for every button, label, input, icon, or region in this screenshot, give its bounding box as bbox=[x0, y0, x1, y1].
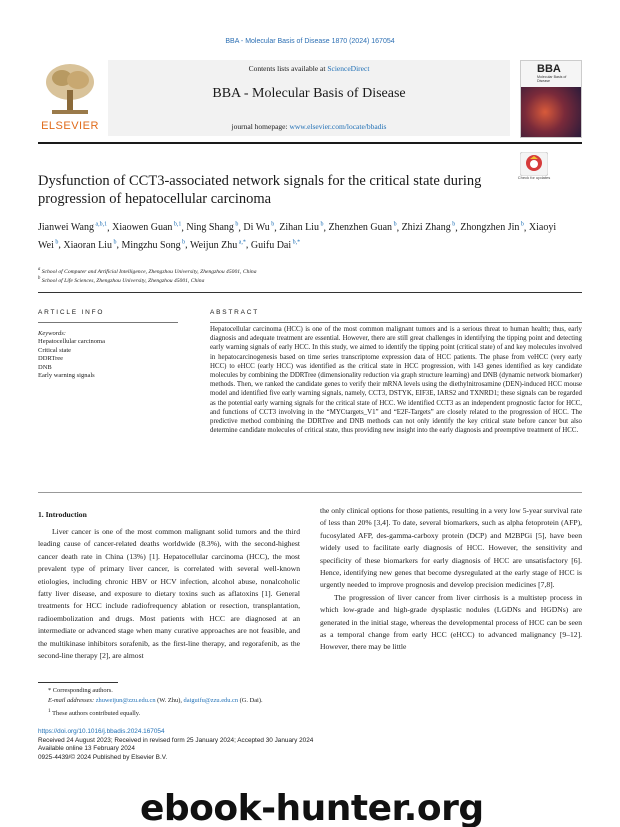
author-name-text: Di Wu bbox=[243, 222, 270, 234]
body-column-left bbox=[38, 510, 300, 662]
affiliation-mark: a bbox=[38, 267, 41, 272]
author-affiliation-mark: b bbox=[233, 222, 239, 228]
affiliation-mark: b bbox=[38, 276, 41, 281]
author-name-text: Jianwei Wang bbox=[38, 222, 94, 234]
keyword-item: Hepatocellular carcinoma bbox=[38, 338, 105, 346]
author-name[interactable] bbox=[121, 240, 185, 251]
author-affiliation-mark: b bbox=[269, 222, 275, 228]
email-owner-dai: (G. Dai). bbox=[239, 697, 263, 704]
author-name-text: Zhongzhen Jin bbox=[460, 222, 520, 234]
affiliation-b bbox=[38, 276, 204, 284]
homepage-line bbox=[108, 122, 510, 131]
author-affiliation-mark: b bbox=[180, 239, 186, 246]
copyright: 0925-4439/© 2024 Published by Elsevier B.V. bbox=[38, 753, 168, 761]
footnotes bbox=[38, 686, 338, 719]
article-info-heading: ARTICLE INFO bbox=[38, 309, 105, 316]
email-link-dai[interactable]: daiguifu@zzu.edu.cn bbox=[183, 697, 239, 704]
watermark: ebook-hunter.org bbox=[140, 788, 484, 827]
online-date: Available online 13 February 2024 bbox=[38, 745, 135, 753]
author-name[interactable] bbox=[63, 240, 116, 251]
introduction-paragraph: The progression of liver cancer from liver cirrhosis is a multistep process in which low-grade and high-grade dysplastic nodules (LGDNs and HGDNs) are generated in the initial stage, whereas the developmental process of HCC can be seen as a temporal change from early HCC (eHCC) to advanced malignancy [9–12]. However, there may be little bbox=[320, 592, 582, 652]
author-name-text: Zhizi Zhang bbox=[401, 222, 451, 234]
sciencedirect-link[interactable]: ScienceDirect bbox=[327, 64, 370, 73]
author-affiliation-mark: b bbox=[318, 222, 324, 228]
article-info-divider bbox=[38, 322, 178, 323]
body-column-right bbox=[320, 505, 582, 654]
author-affiliation-mark: b bbox=[392, 222, 397, 228]
author-affiliation-mark: b bbox=[53, 239, 59, 246]
author-name-text: Mingzhu Song bbox=[121, 239, 181, 251]
cover-subtitle: Molecular Basis of Disease bbox=[537, 75, 567, 83]
author-affiliation-mark: b,1 bbox=[172, 222, 182, 228]
keywords-label: Keywords: bbox=[38, 330, 66, 337]
author-name[interactable] bbox=[38, 222, 107, 233]
corresponding-text: Corresponding authors. bbox=[52, 687, 113, 694]
author-name[interactable] bbox=[328, 222, 396, 233]
tree-logo-icon bbox=[38, 60, 102, 118]
author-list: Jianwei Wang $^{a,b,1}$, Xiaowen Guan $^{b,1}$, Ning Shang $^b$, Di Wu $^b$, Zihan Liu $^b$, Zhenzhen Guan $^b$, Zhizi Zhang $^b$, Zhongzhen Jin $^b$, Xiaoyi Wei $^b$, Xiaoran Liu $^b$, Mingzhu Song $^b$, Weijun Zhu $^{a,*}$, Guifu Dai $^{b,*}$ bbox=[38, 222, 557, 251]
introduction-paragraph: Liver cancer is one of the most common malignant solid tumors and the third leading cause of cancer-related deaths worldwide (8.3%), with the second-highest cancer death rate in China (13%) [1]. Hepatocellular carcinoma (HCC), the most prevalent type of primary liver cancer, is correlated with several well-known etiologies, including chronic HBV or HCV infection, alcohol abuse, nonalcoholic fatty liver disease, and exposure to dietary toxins such as aflatoxins [1]. General treatments for HCC include radiofrequency ablation or resection, transplantation, radioembolization and drugs. Most patients with HCC are diagnosed at an intermediate or advanced stage when many curative approaches are not feasible, and the multikinase inhibitors sorafenib, as the first-line therapy, and regorafenib, as the second-line therapy [2], are almost bbox=[38, 527, 300, 661]
affiliation-divider bbox=[38, 292, 582, 293]
author-name-text: Xiaoran Liu bbox=[63, 239, 112, 251]
author-affiliation-mark: b bbox=[111, 239, 117, 246]
author-name-text: Zhenzhen Guan bbox=[328, 222, 393, 234]
homepage-prefix: journal homepage: bbox=[231, 122, 288, 131]
keyword-item: Early warning signals bbox=[38, 372, 95, 380]
received-dates: Received 24 August 2023; Received in revised form 25 January 2024; Accepted 30 January 2024 bbox=[38, 736, 314, 744]
author-name-text: Guifu Dai bbox=[250, 239, 292, 251]
author-affiliation-mark: b,* bbox=[291, 239, 301, 246]
homepage-link[interactable]: www.elsevier.com/locate/bbadis bbox=[289, 122, 387, 131]
cover-title: BBA bbox=[537, 63, 561, 75]
journal-citation[interactable]: BBA - Molecular Basis of Disease 1870 (2024) 167054 bbox=[225, 38, 395, 45]
affiliation-text: School of Life Sciences, Zhengzhou University, Zhengzhou 45001, China bbox=[41, 277, 205, 284]
email-footnote bbox=[38, 696, 338, 706]
affiliation-text: School of Computer and Artificial Intelligence, Zhengzhou University, Zhengzhou 45001, China bbox=[41, 268, 257, 275]
article-title: Dysfunction of CCT3-associated network signals for the critical state during progression of hepatocellular carcinoma bbox=[38, 173, 482, 207]
author-name[interactable] bbox=[402, 222, 456, 233]
keyword-item: DDRTree bbox=[38, 355, 64, 363]
author-name-text: Xiaowen Guan bbox=[112, 222, 173, 234]
keyword-item: DNB bbox=[38, 363, 52, 371]
check-updates-label: Check for updates bbox=[517, 175, 551, 180]
author-name[interactable] bbox=[460, 222, 524, 233]
email-owner-zhu: (W. Zhu), bbox=[157, 697, 182, 704]
contents-prefix: Contents lists available at bbox=[248, 64, 326, 73]
author-name[interactable] bbox=[190, 240, 246, 251]
check-for-updates-button[interactable] bbox=[520, 152, 548, 188]
header-divider bbox=[38, 142, 582, 144]
journal-title: BBA - Molecular Basis of Disease bbox=[212, 86, 406, 101]
cover-image bbox=[521, 87, 581, 137]
author-affiliation-mark: a,b,1 bbox=[93, 222, 108, 228]
author-name-text: Xiaoyi Wei bbox=[38, 222, 557, 251]
introduction-paragraph: the only clinical options for those patients, resulting in a very low 5-year survival rate of less than 20% [3,4]. To date, several biomarkers, such as alpha fetoprotein (AFP), fucosylated AFP, des-gamma-carboxy protein (DCP) and M2BPGi [5], have been widely used to facilitate early diagnosis of HCC. However, the sensitivity and specificity of these biomarkers for early diagnosis of HCC are unsatisfactory [6]. Hence, identifying new genes that become dysregulated at the early stage of HCC is urgently needed to improve prognosis and develop precision medicines [7,8]. bbox=[320, 506, 582, 590]
author-affiliation-mark: b bbox=[450, 222, 456, 228]
introduction-heading: 1. Introduction bbox=[38, 510, 87, 519]
footnote-divider bbox=[38, 682, 118, 683]
author-name[interactable] bbox=[112, 222, 181, 233]
contents-line bbox=[108, 64, 510, 73]
keyword-item: Critical state bbox=[38, 346, 72, 354]
author-name[interactable] bbox=[279, 222, 323, 233]
journal-cover bbox=[520, 60, 582, 138]
author-name-text: Weijun Zhu bbox=[189, 239, 238, 251]
author-name[interactable] bbox=[186, 222, 238, 233]
equal-text: These authors contributed equally. bbox=[52, 710, 141, 718]
author-name[interactable] bbox=[243, 222, 274, 233]
author-affiliation-mark: b bbox=[519, 222, 524, 228]
author-name-text: Zihan Liu bbox=[279, 222, 319, 234]
email-label: E-mail addresses: bbox=[48, 697, 95, 704]
affiliation-a bbox=[38, 267, 257, 275]
email-link-zhu[interactable]: zhuweijun@zzu.edu.cn bbox=[95, 697, 156, 704]
check-updates-icon bbox=[520, 152, 548, 176]
abstract-heading: ABSTRACT bbox=[210, 309, 260, 316]
abstract-divider bbox=[210, 322, 582, 323]
author-affiliation-mark: a,* bbox=[237, 239, 246, 246]
author-name-text: Ning Shang bbox=[186, 222, 234, 234]
equal-contribution-footnote: $^1$ These authors contributed equally. bbox=[48, 708, 141, 718]
body-divider bbox=[38, 492, 582, 493]
author-name[interactable] bbox=[251, 240, 300, 251]
abstract-text: Hepatocellular carcinoma (HCC) is one of the most common malignant tumors and is a serious threat to human health; thus, early diagnosis and adequate treatment are essential. However, there are still great challenges in identifying the tipping point and detecting early warning signals of early HCC. In this study, we aimed to identify the tipping point (critical state) of and key molecules involved in hepatocarcinogenesis based on time series transcriptome expression data of HCC patients. The phase from veHCC (very early HCC) to eHCC (early HCC) was identified as the critical state in HCC progression, with 143 genes identified as key candidate molecules by combining the DDRTree (dimensionality reduction via graph structure learning) and DNB (dynamic network biomarker) methods. Then, we ranked the candidate genes to verify their mRNA levels using the diethylnitrosamine (DEN)-induced HCC mouse model and identified five early warning signals, namely, CCT3, DSTYK, EIF3E, IARS2 and TXNRD1; these signals can be regarded as the potential early warning signals for the critical state of HCC. We identified CCT3 as an independent prognostic factor for HCC, and functions of CCT3 involving in the “MYCtargets_V1” and “E2F-Targets” are closely related to the progression of HCC. The predictive method combining the DDRTree and DNB methods can not only identify the key critical state before cancer but also determine candidate molecules of critical state, thus providing new insight into the early diagnosis and preemptive treatment of HCC. bbox=[210, 326, 582, 435]
elsevier-wordmark: ELSEVIER bbox=[41, 120, 99, 132]
doi-link[interactable]: https://doi.org/10.1016/j.bbadis.2024.167054 bbox=[38, 728, 165, 735]
publication-info bbox=[38, 728, 438, 762]
corresponding-footnote: * Corresponding authors. bbox=[48, 687, 113, 694]
keywords-block bbox=[38, 330, 178, 380]
